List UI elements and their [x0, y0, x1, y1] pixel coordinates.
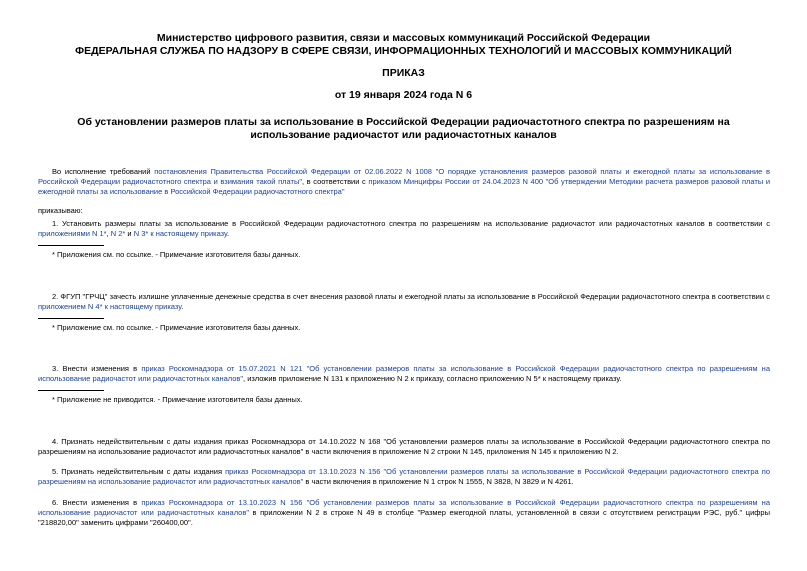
footnote-divider — [38, 318, 104, 319]
government-decree-link[interactable]: постановления Правительства Российской Федерации от 02.06.2022 N 1008 "О порядке установления размеров разовой платы и ежегодной платы за использование в Российской Федерации радиочастотного спектра и взимания такой платы" — [38, 167, 770, 186]
paragraph-6 — [38, 498, 770, 528]
service-name: ФЕДЕРАЛЬНАЯ СЛУЖБА ПО НАДЗОРУ В СФЕРЕ СВЯЗИ, ИНФОРМАЦИОННЫХ ТЕХНОЛОГИЙ И МАССОВЫХ КОММУНИКАЦИЙ — [75, 45, 732, 57]
p5-text-2: в части включения в приложение N 1 строк N 1555, N 3828, N 3829 и N 4261. — [303, 477, 574, 486]
paragraph-1 — [38, 219, 770, 239]
roskomnadzor-order-121-link[interactable]: приказ Роскомнадзора от 15.07.2021 N 121 "Об установлении размеров платы за использование в Российской Федерации радиочастотного спектра по разрешениям на использование радиочастот или радиочастотных каналов" — [38, 364, 770, 383]
document-date: от 19 января 2024 года N 6 — [334, 89, 473, 101]
paragraph-3 — [38, 364, 770, 384]
p2-text-1: 2. ФГУП "ГРЧЦ" зачесть излишне уплаченные денежные средства в счет внесения разовой платы и ежегодной платы за использование в Российской Федерации радиочастотного спектра в соответствии с — [52, 292, 770, 301]
paragraph-5 — [38, 467, 770, 487]
footnote-divider — [38, 245, 104, 246]
p1-text-3: и — [125, 229, 134, 238]
paragraph-4 — [38, 437, 770, 457]
document-title: Об установлении размеров платы за использование в Российской Федерации радиочастотного спектра по разрешениям на использование радиочастот или радиочастотных каналов — [77, 116, 730, 141]
p1-text-1: 1. Установить размеры платы за использование в Российской Федерации радиочастотного спектра по разрешениям на использование радиочастот или радиочастотных каналов в соответствии с — [52, 219, 770, 228]
roskomnadzor-order-156-link[interactable]: приказ Роскомнадзора от 13.10.2023 N 156 "Об установлении размеров платы за использование в Российской Федерации радиочастотного спектра по разрешениям на использование радиочастот или радиочастотных каналов" — [38, 467, 770, 486]
p1-text-4: . — [227, 229, 230, 238]
p6-text-1: 6. Внести изменения в — [52, 498, 142, 507]
preamble-text-1: Во исполнение требований — [52, 167, 155, 176]
appendix-1-link[interactable]: приложениями N 1* — [38, 229, 107, 238]
p2-text-2: . — [181, 302, 184, 311]
footnote-divider — [38, 390, 104, 391]
p6-text-2: в приложении N 2 в строке N 49 в столбце "Размер ежегодной платы, установленной в связи с отсутствием регистрации РЭС, руб." цифры "218820,00" заменить цифрами "260400,00". — [38, 508, 770, 527]
footnote-2: * Приложение см. по ссылке. - Примечание изготовителя базы данных. — [52, 323, 301, 332]
appendix-4-link[interactable]: приложением N 4* к настоящему приказу — [38, 302, 182, 311]
p4-text-1: 4. Признать недействительным с даты издания приказ Роскомнадзора от 14.10.2022 N 168 "Об установлении размеров платы за использование в Российской Федерации радиочастотного спектра по разрешениям на использование радиочастот или радиочастотных каналов" в части включения в приложение N 2 строки N 145, приложения N 145 к приложению N 2. — [38, 437, 770, 456]
p3-text-1: 3. Внести изменения в — [52, 364, 142, 373]
roskomnadzor-order-156-link-2[interactable]: приказ Роскомнадзора от 13.10.2023 N 156 "Об установлении размеров платы за использование в Российской Федерации радиочастотного спектра по разрешениям на использование радиочастот или радиочастотных каналов" — [38, 498, 770, 517]
document-type: ПРИКАЗ — [382, 67, 425, 79]
footnote-1: * Приложения см. по ссылке. - Примечание изготовителя базы данных. — [52, 250, 301, 259]
appendix-2-link[interactable]: N 2* — [110, 229, 126, 238]
p3-text-2: , изложив приложение N 131 к приложению N 2 к приказу, согласно приложению N 5* к настоящему приказу. — [243, 374, 622, 383]
footnote-3: * Приложение не приводится. - Примечание изготовителя базы данных. — [52, 395, 303, 404]
orders-word: приказываю: — [38, 206, 83, 215]
appendix-3-link[interactable]: N 3* к настоящему приказу — [133, 229, 228, 238]
p5-text-1: 5. Признать недействительным с даты издания — [52, 467, 226, 476]
paragraph-2 — [38, 292, 770, 312]
p1-text-2: , — [106, 229, 111, 238]
ministry-order-link[interactable]: приказом Минцифры России от 24.04.2023 N 400 "Об утверждении Методики расчета размеров разовой платы и ежегодной платы за использование в Российской Федерации радиочастотного спектра" — [38, 177, 771, 196]
ministry-name: Министерство цифрового развития, связи и массовых коммуникаций Российской Федерации — [156, 32, 651, 44]
preamble-text-2: , в соответствии с — [302, 177, 369, 186]
preamble-paragraph — [38, 167, 770, 197]
